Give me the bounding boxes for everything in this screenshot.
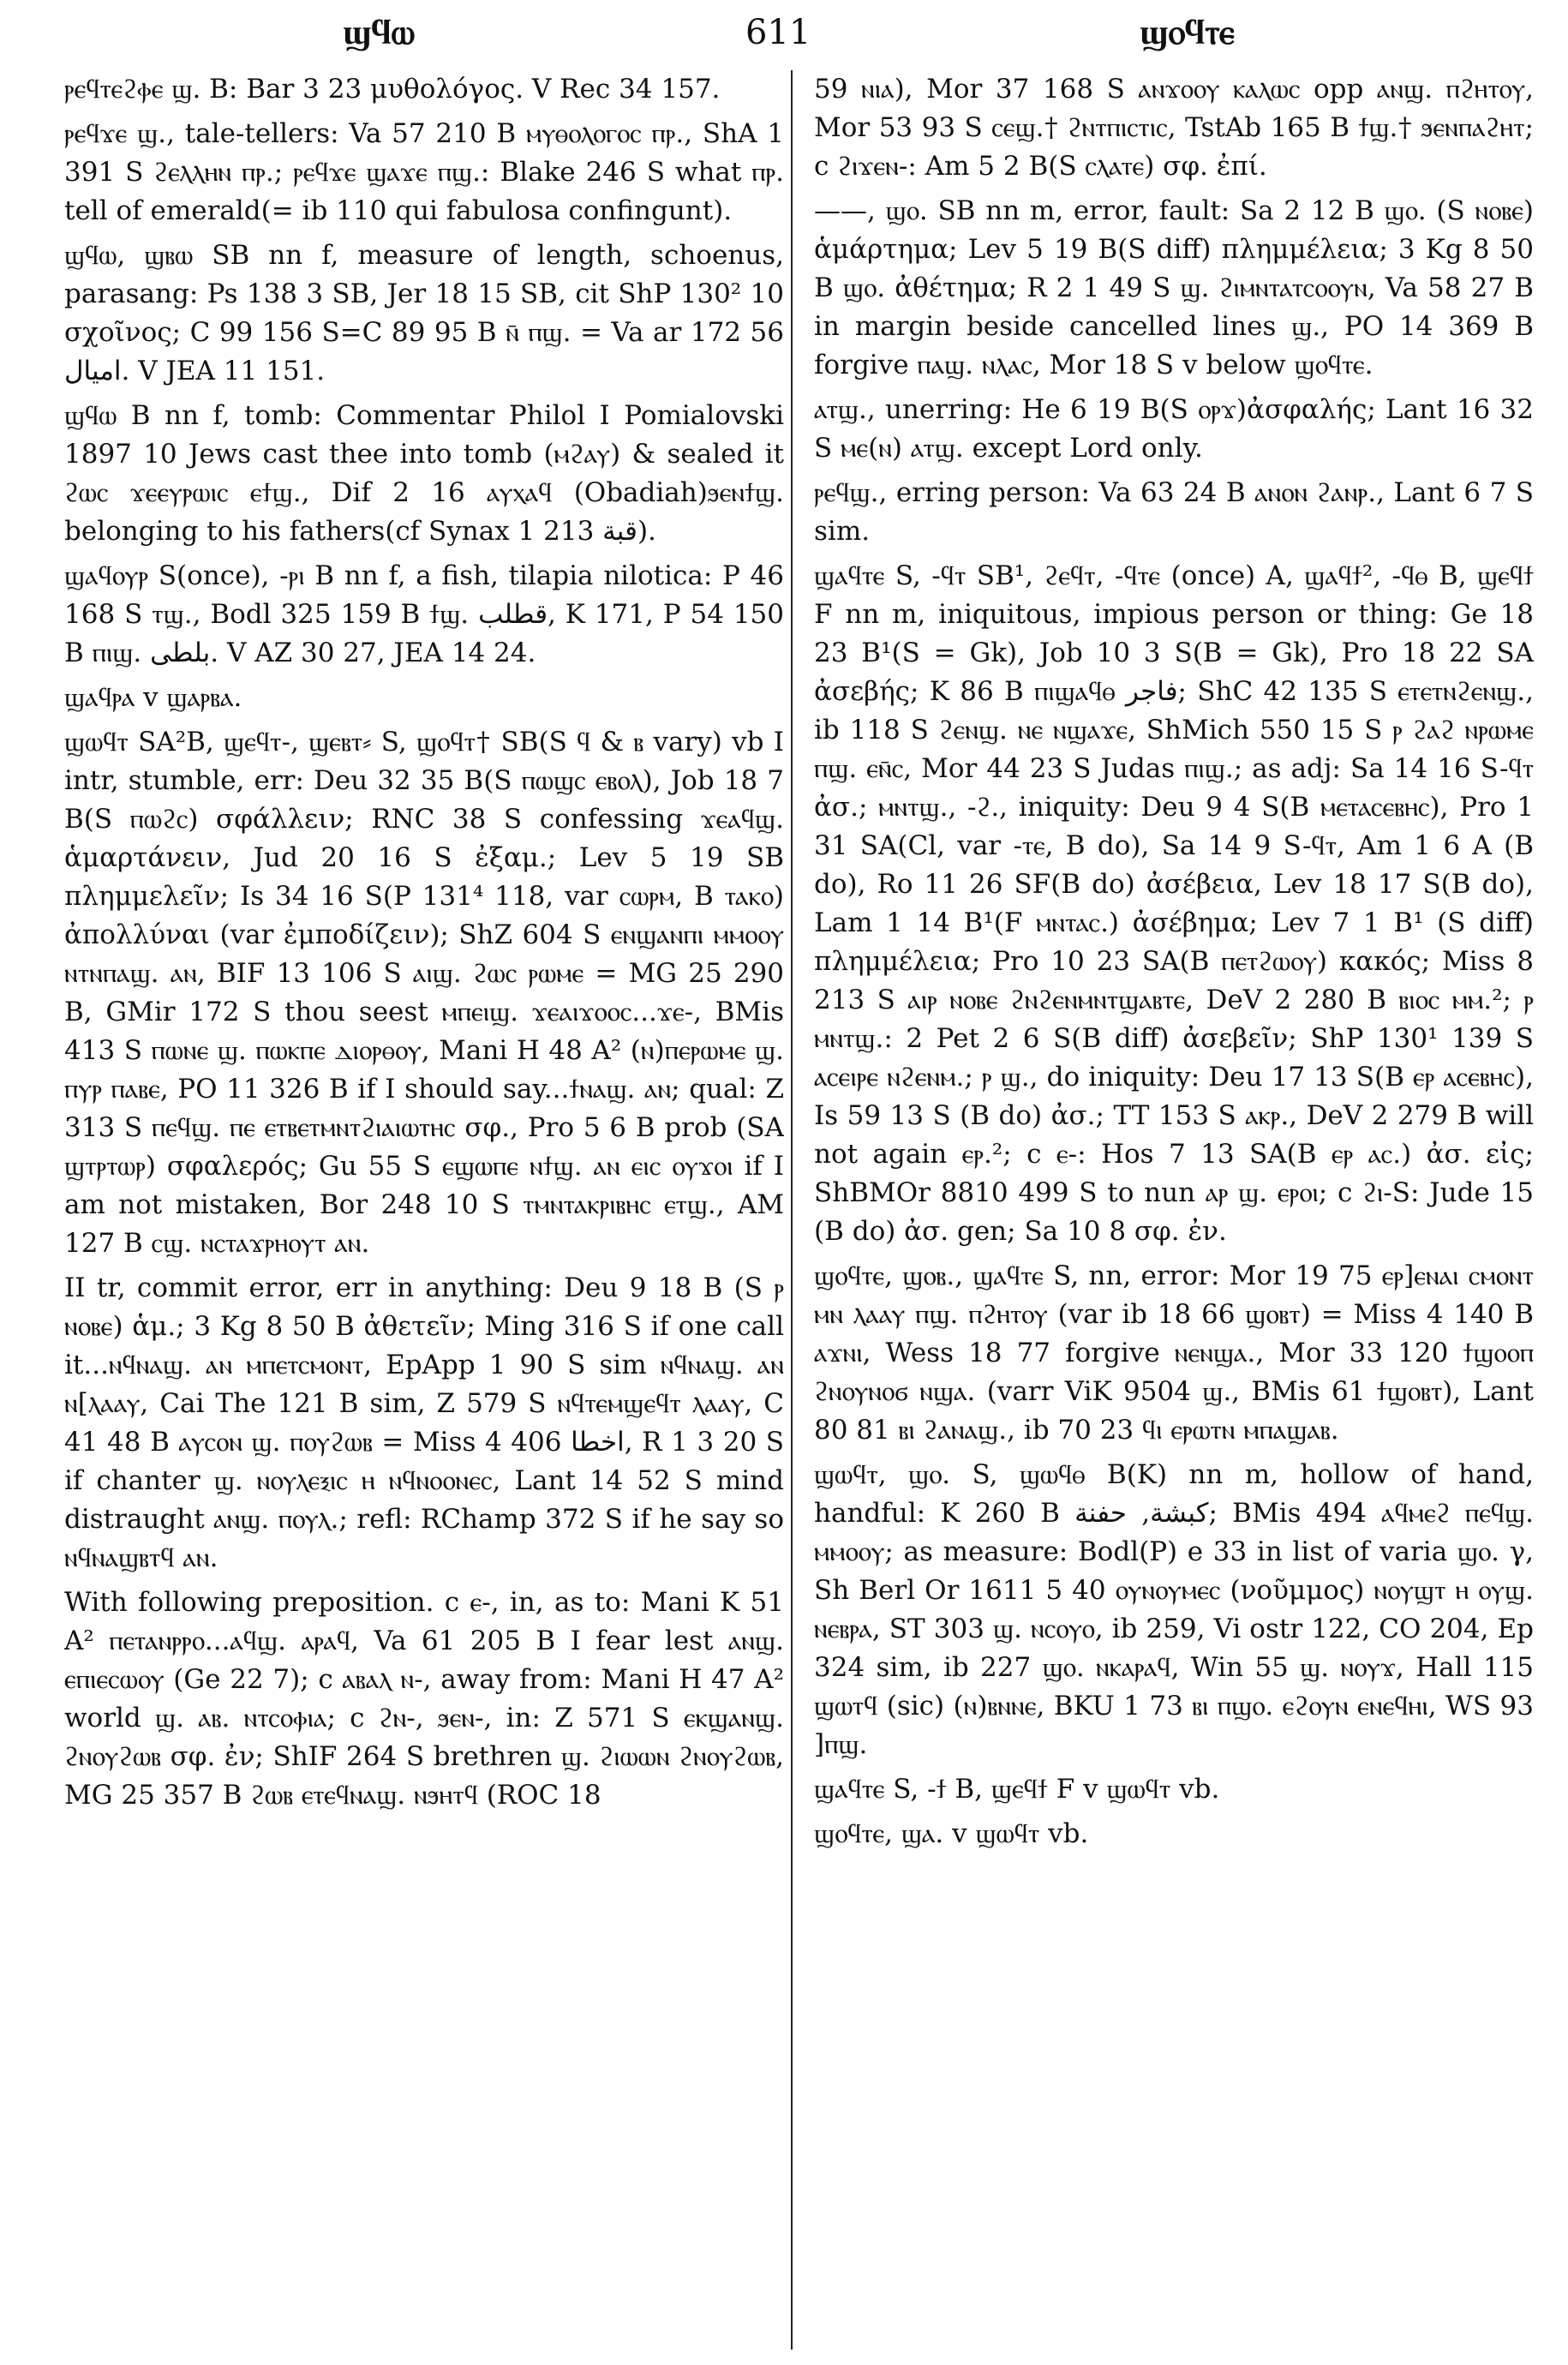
entry-right-5: ϣⲁϥⲧⲉ S, -ϥⲧ SB¹, ϩⲉϥⲧ, -ϥⲧⲉ (once) A, ϣⲁϥϯ², -ϥⲑ B, ϣⲉϥϯ F nn m, iniquitous, impious person or thing: Ge 18 23 B¹(S = Gk), Job 10 3 S(B = Gk), Pro 18 22 SA ἀσεβής; K 86 B ⲡⲓϣⲁϥⲑ فاجر; ShC 42 135 S ⲉⲧⲉⲧⲛϩⲉⲛϣ., ib 118 S ϩⲉⲛϣ. ⲛⲉ ⲛϣⲁϫⲉ, ShMich 550 15 S ⲣ ϩⲁϩ ⲛⲣⲱⲙⲉ ⲡϣ. ⲉⲛ̄ⲥ, Mor 44 23 S Judas ⲡⲓϣ.; as adj: Sa 14 16 S-ϥⲧ ἀσ.; ⲙⲛⲧϣ., -ϩ., iniquity: Deu 9 4 S(B ⲙⲉⲧⲁⲥⲉⲃⲏⲥ), Pro 1 31 SA(Cl, var -ⲧⲉ, B do), Sa 14 9 S-ϥⲧ, Am 1 6 A (B do), Ro 11 26 SF(B do) ἀσέβεια, Lev 18 17 S(B do), Lam 1 14 B¹(F ⲙⲛⲧⲁⲥ.) ἀσέβημα; Lev 7 1 B¹ (S diff) πλημμέλεια; Pro 10 23 SA(B ⲡⲉⲧϩⲱⲟⲩ) κακός; Miss 8 213 S ⲁⲓⲣ ⲛⲟⲃⲉ ϩⲛϩⲉⲛⲙⲛⲧϣⲁⲃⲧⲉ, DeV 2 280 B ⲃⲓⲟⲥ ⲙⲙ.²; ⲣ ⲙⲛⲧϣ.: 2 Pet 2 6 S(B diff) ἀσεβεῖν; ShP 130¹ 139 S ⲁⲥⲉⲓⲣⲉ ⲛϩⲉⲛⲙ.; ⲣ ϣ., do iniquity: Deu 17 13 S(B ⲉⲣ ⲁⲥⲉⲃⲏⲥ), Is 59 13 S (B do) ἀσ.; TT 153 S ⲁⲕⲣ., DeV 2 279 B will not again ⲉⲣ.²; c ⲉ-: Hos 7 13 SA(B ⲉⲣ ⲁⲥ.) ἀσ. εἰς; ShBMOr 8810 499 S to nun ⲁⲣ ϣ. ⲉⲣⲟⲓ; c ϩⲓ-S: Jude 15 (B do) ἀσ. gen; Sa 10 8 σφ. ἐν. bbox=[814, 560, 1534, 1247]
entry-right-4: ⲣⲉϥϣ., erring person: Va 63 24 B ⲁⲛⲟⲛ ϩⲁⲛⲣ., Lant 6 7 S sim. bbox=[814, 477, 1534, 547]
entry-right-6: ϣⲟϥⲧⲉ, ϣⲟⲃ., ϣⲁϥⲧⲉ S, nn, error: Mor 19 75 ⲉⲣ]ⲉⲛⲁⲓ ⲥⲙⲟⲛⲧ ⲙⲛ ⲗⲁⲁⲩ ⲡϣ. ⲡϩⲏⲧⲟⲩ (var ib 18 66 ϣⲟⲃⲧ) = Miss 4 140 B ⲁϫⲛⲓ, Wess 18 77 forgive ⲛⲉⲛϣⲁ., Mor 33 120 ϯϣⲟⲟⲡ ϩⲛⲟⲩⲛⲟϭ ⲛϣⲁ. (varr ViK 9504 ϣ., BMis 61 ϯϣⲟⲃⲧ), Lant 80 81 ⲃⲓ ϩⲁⲛⲁϣ., ib 70 23 ϥⲓ ⲉⲣⲱⲧⲛ ⲙⲡⲁϣⲁⲃ. bbox=[814, 1260, 1534, 1446]
page-number: 611 bbox=[745, 13, 811, 52]
entry-right-8: ϣⲁϥⲧⲉ S, -ϯ B, ϣⲉϥϯ F v ϣⲱϥⲧ vb. bbox=[814, 1774, 1220, 1805]
entry-right-7: ϣⲱϥⲧ, ϣⲟ. S, ϣⲱϥⲑ B(K) nn m, hollow of hand, handful: K 260 B كبشة, حفنة; BMis 494 ⲁϥⲙⲉϩ ⲡⲉϥϣ. ⲙⲙⲟⲟⲩ; as measure: Bodl(P) e 33 in list of varia ϣⲟ. γ, Sh Berl Or 1611 5 40 ⲟⲩⲛⲟⲩⲙⲉⲥ (νοῦμμος) ⲛⲟⲩϣⲧ ⲏ ⲟⲩϣ. ⲛⲉⲃⲣⲁ, ST 303 ϣ. ⲛⲥⲟⲩⲟ, ib 259, Vi ostr 122, CO 204, Ep 324 sim, ib 227 ϣⲟ. ⲛⲕⲁⲣⲁϥ, Win 55 ϣ. ⲛⲟⲩϫ, Hall 115 ϣⲱⲧϥ (sic) (ⲛ)ⲃⲛⲛⲉ, BKU 1 73 ⲃⲓ ⲡϣⲟ. ⲉϩⲟⲩⲛ ⲉⲛⲉϥⲏⲓ, WS 93 ]ⲡϣ. bbox=[814, 1459, 1534, 1760]
entry-left-5: ϣⲁϥⲟⲩⲣ S(once), -ⲣⲓ B nn f, a fish, tilapia nilotica: P 46 168 S ⲧϣ., Bodl 325 159 B ϯϣ. قطلب, K 171, P 54 150 B ⲡⲓϣ. بلطى. V AZ 30 27, JEA 14 24. bbox=[64, 560, 784, 668]
entry-right-9: ϣⲟϥⲧⲉ, ϣⲁ. v ϣⲱϥⲧ vb. bbox=[814, 1818, 1089, 1849]
column-divider bbox=[791, 70, 793, 2350]
running-head-left: ϣϥⲱ bbox=[343, 12, 415, 52]
entry-right-1: 59 ⲛⲓⲁ), Mor 37 168 S ⲁⲛϫⲟⲟⲩ ⲕⲁⲗⲱⲥ opp ⲁⲛϣ. ⲡϩⲏⲧⲟⲩ, Mor 53 93 S ⲥⲉϣ.† ϩⲛⲧⲡⲓⲥⲧⲓⲥ, TstAb 165 B ϯϣ.† ϧⲉⲛⲡⲁϩⲏⲧ; c ϩⲓϫⲉⲛ-: Am 5 2 B(S ⲥⲗⲁⲧⲉ) σφ. ἐπί. bbox=[814, 74, 1534, 182]
entry-left-2: ⲣⲉϥϫⲉ ϣ., tale-tellers: Va 57 210 B ⲙⲩⲑⲟⲗⲟⲅⲟⲥ ⲡⲣ., ShA 1 391 S ϩⲉⲗⲗⲏⲛ ⲡⲣ.; ⲣⲉϥϫⲉ ϣⲁϫⲉ ⲡϣ.: Blake 246 S what ⲡⲣ. tell of emerald(= ib 110 qui fabulosa confingunt). bbox=[64, 118, 784, 226]
running-head-right: ϣⲟϥⲧⲉ bbox=[1140, 12, 1235, 52]
entry-left-9: With following preposition. c ⲉ-, in, as to: Mani K 51 A² ⲡⲉⲧⲁⲛⲣⲣⲟ...ⲁϥϣ. ⲁⲣⲁϥ, Va 61 205 B I fear lest ⲁⲛϣ. ⲉⲡⲓⲉⲥⲱⲟⲩ (Ge 22 7); c ⲁⲃⲁⲗ ⲛ-, away from: Mani H 47 A² world ϣ. ⲁⲃ. ⲛⲧⲥⲟⲫⲓⲁ; c ϩⲛ-, ϧⲉⲛ-, in: Z 571 S ⲉⲕϣⲁⲛϣ. ϩⲛⲟⲩϩⲱⲃ σφ. ἐν; ShIF 264 S brethren ϣ. ϩⲓⲱⲱⲛ ϩⲛⲟⲩϩⲱⲃ, MG 25 357 B ϩⲱⲃ ⲉⲧⲉϥⲛⲁϣ. ⲛϧⲏⲧϥ (ROC 18 bbox=[64, 1587, 784, 1811]
entry-left-6: ϣⲁϥⲣⲁ v ϣⲁⲣⲃⲁ. bbox=[64, 682, 242, 713]
entry-left-8: II tr, commit error, err in anything: Deu 9 18 B (S ⲣ ⲛⲟⲃⲉ) ἁμ.; 3 Kg 8 50 B ἀθετεῖν; Ming 316 S if one call it...ⲛϥⲛⲁϣ. ⲁⲛ ⲙⲡⲉⲧⲥⲙⲟⲛⲧ, EpApp 1 90 S sim ⲛϥⲛⲁϣ. ⲁⲛ ⲛ[ⲗⲁⲁⲩ, Cai The 121 B sim, Z 579 S ⲛϥⲧⲉⲙϣⲉϥⲧ ⲗⲁⲁⲩ, C 41 48 B ⲁⲩⲥⲟⲛ ϣ. ⲡⲟⲩϩⲱⲃ = Miss 4 406 اخطا, R 1 3 20 S if chanter ϣ. ⲛⲟⲩⲗⲉⲝⲓⲥ ⲏ ⲛϥⲛⲟⲟⲛⲉⲥ, Lant 14 52 S mind distraught ⲁⲛϣ. ⲡⲟⲩⲗ.; refl: RChamp 372 S if he say so ⲛϥⲛⲁϣⲃⲧϥ ⲁⲛ. bbox=[64, 1272, 784, 1573]
entry-left-3: ϣϥⲱ, ϣⲃⲱ SB nn f, measure of length, schoenus, parasang: Ps 138 3 SB, Jer 18 15 SB, cit ShP 130² 10 σχοῖνος; C 99 156 S=C 89 95 B ⲛ̄ ⲡϣ. = Va ar 172 56 اميال. V JEA 11 151. bbox=[64, 240, 784, 386]
entry-right-3: ⲁⲧϣ., unerring: He 6 19 B(S ⲟⲣϫ)ἀσφαλής; Lant 16 32 S ⲙⲉ(ⲛ) ⲁⲧϣ. except Lord only. bbox=[814, 394, 1534, 464]
right-column bbox=[814, 70, 1534, 2354]
entry-right-2: ——, ϣⲟ. SB nn m, error, fault: Sa 2 12 B ϣⲟ. (S ⲛⲟⲃⲉ) ἁμάρτημα; Lev 5 19 B(S diff) πλημμέλεια; 3 Kg 8 50 B ϣⲟ. ἀθέτημα; R 2 1 49 S ϣ. ϩⲓⲙⲛⲧⲁⲧⲥⲟⲟⲩⲛ, Va 58 27 B in margin beside cancelled lines ϣ., PO 14 369 B forgive ⲡⲁϣ. ⲛⲗⲁⲥ, Mor 18 S v below ϣⲟϥⲧⲉ. bbox=[814, 195, 1534, 380]
entry-left-7: ϣⲱϥⲧ SA²B, ϣⲉϥⲧ-, ϣⲉⲃⲧ⸗ S, ϣⲟϥⲧ† SB(S ϥ & ⲃ vary) vb I intr, stumble, err: Deu 32 35 B(S ⲡⲱϣⲥ ⲉⲃⲟⲗ), Job 18 7 B(S ⲡⲱϩⲥ) σφάλλειν; RNC 38 S confessing ϫⲉⲁϥϣ. ἁμαρτάνειν, Jud 20 16 S ἐξαμ.; Lev 5 19 SB πλημμελεῖν; Is 34 16 S(P 131⁴ 118, var ⲥⲱⲣⲙ, B ⲧⲁⲕⲟ) ἀπολλύναι (var ἐμποδίζειν); ShZ 604 S ⲉⲛϣⲁⲛⲡⲓ ⲙⲙⲟⲟⲩ ⲛⲧⲛⲡⲁϣ. ⲁⲛ, BIF 13 106 S ⲁⲓϣ. ϩⲱⲥ ⲣⲱⲙⲉ = MG 25 290 B, GMir 172 S thou seest ⲙⲡⲉⲓϣ. ϫⲉⲁⲓϫⲟⲟⲥ...ϫⲉ-, BMis 413 S ⲡⲱⲛⲉ ϣ. ⲡⲱⲕⲡⲉ ⲇⲓⲟⲣⲑⲟⲩ, Mani H 48 A² (ⲛ)ⲡⲉⲣⲱⲙⲉ ϣ. ⲡⲩⲣ ⲡⲁⲃⲉ, PO 11 326 B if I should say...ϯⲛⲁϣ. ⲁⲛ; qual: Z 313 S ⲡⲉϥϣ. ⲡⲉ ⲉⲧⲃⲉⲧⲙⲛⲧϩⲓⲁⲓⲱⲧⲏⲥ σφ., Pro 5 6 B prob (SA ϣⲧⲣⲧⲱⲣ) σφαλερός; Gu 55 S ⲉϣⲱⲡⲉ ⲛϯϣ. ⲁⲛ ⲉⲓⲥ ⲟⲩϫⲟⲓ if I am not mistaken, Bor 248 10 S ⲧⲙⲛⲧⲁⲕⲣⲓⲃⲏⲥ ⲉⲧϣ., AM 127 B ⲥϣ. ⲛⲥⲧⲁϫⲣⲏⲟⲩⲧ ⲁⲛ. bbox=[64, 727, 784, 1259]
entry-left-4: ϣϥⲱ B nn f, tomb: Commentar Philol I Pomialovski 1897 10 Jews cast thee into tomb (ⲙϩⲁⲩ) & sealed it ϩⲱⲥ ϫⲉⲉⲩⲣⲱⲓⲥ ⲉϯϣ., Dif 2 16 ⲁⲩⲭⲁϥ (Obadiah)ϧⲉⲛϯϣ. belonging to his fathers(cf Synax 1 213 قبة). bbox=[64, 400, 784, 547]
left-column bbox=[64, 70, 784, 2354]
entry-left-1: ⲣⲉϥⲧⲉϩⲫⲉ ϣ. B: Bar 3 23 μυθολόγος. V Rec 34 157. bbox=[64, 74, 721, 105]
